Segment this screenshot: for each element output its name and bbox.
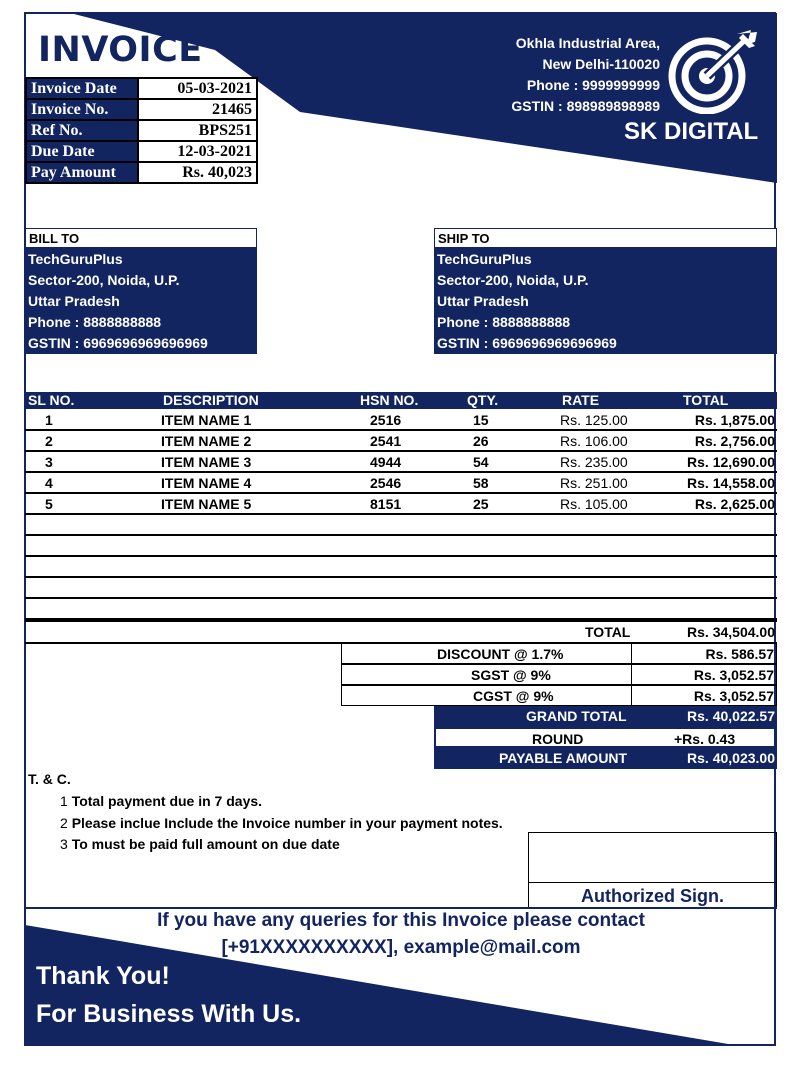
bill-to-gstin: GSTIN : 6969696969696969 [28, 335, 208, 351]
meta-label: Due Date [26, 141, 138, 162]
terms-line [60, 815, 503, 831]
cell-desc: ITEM NAME 4 [161, 475, 252, 491]
target-arrow-icon [665, 30, 761, 114]
terms-line [60, 793, 262, 809]
cell-total: Rs. 14,558.00 [687, 475, 775, 491]
cell-sl: 4 [45, 475, 53, 491]
ship-to-phone: Phone : 8888888888 [437, 314, 571, 330]
cell-qty: 58 [473, 475, 489, 491]
empty-row [25, 536, 777, 557]
col-description: DESCRIPTION [163, 392, 259, 408]
invoice-title: INVOICE [38, 30, 203, 70]
empty-row [25, 515, 777, 536]
col-total: TOTAL [683, 392, 729, 408]
round-label: ROUND [532, 731, 584, 747]
meta-row [26, 78, 257, 99]
meta-value: BPS251 [138, 120, 257, 141]
sgst-row [341, 664, 777, 685]
meta-row [26, 120, 257, 141]
cell-rate: Rs. 106.00 [560, 433, 628, 449]
table-row [25, 452, 777, 473]
cell-divider [631, 686, 632, 706]
bill-to-address: Sector-200, Noida, U.P. [28, 272, 180, 288]
discount-value: Rs. 586.57 [705, 646, 774, 662]
bill-to-state: Uttar Pradesh [28, 293, 120, 309]
col-rate: RATE [562, 392, 600, 408]
cell-desc: ITEM NAME 3 [161, 454, 252, 470]
grand-total-row [434, 706, 777, 727]
meta-row [26, 99, 257, 120]
terms-num: 2 [60, 815, 68, 831]
cell-divider [631, 644, 632, 664]
cell-sl: 2 [45, 433, 53, 449]
cell-qty: 54 [473, 454, 489, 470]
cell-rate: Rs. 235.00 [560, 454, 628, 470]
cgst-row [341, 685, 777, 706]
cell-total: Rs. 12,690.00 [687, 454, 775, 470]
cell-qty: 25 [473, 496, 489, 512]
discount-row [341, 643, 777, 664]
terms-num: 1 [60, 793, 68, 809]
table-row [25, 410, 777, 431]
payable-label: PAYABLE AMOUNT [499, 750, 628, 766]
cell-sl: 1 [45, 412, 53, 428]
total-label: TOTAL [585, 624, 631, 640]
total-value: Rs. 34,504.00 [687, 624, 775, 640]
ship-to-state: Uttar Pradesh [437, 293, 529, 309]
bill-to-name: TechGuruPlus [28, 251, 123, 267]
meta-row [26, 162, 257, 183]
cell-hsn: 4944 [370, 454, 402, 470]
brand-name: SK DIGITAL [624, 118, 759, 145]
table-row [25, 494, 777, 515]
cell-rate: Rs. 105.00 [560, 496, 628, 512]
cell-total: Rs. 1,875.00 [694, 412, 775, 428]
cell-sl: 5 [45, 496, 53, 512]
company-address-line: Okhla Industrial Area, [515, 35, 660, 51]
meta-value: Rs. 40,023 [138, 162, 257, 183]
cell-hsn: 2516 [370, 412, 402, 428]
cell-desc: ITEM NAME 1 [161, 412, 252, 428]
company-address [511, 33, 660, 117]
company-gstin: GSTIN : 898989898989 [511, 98, 660, 114]
authorized-sign-label: Authorized Sign. [528, 882, 777, 908]
terms-title: T. & C. [28, 771, 71, 787]
cell-sl: 3 [45, 454, 53, 470]
footer-divider [25, 907, 777, 909]
ship-to-name: TechGuruPlus [437, 251, 532, 267]
discount-label: DISCOUNT @ 1.7% [437, 646, 564, 662]
cell-hsn: 8151 [370, 496, 402, 512]
terms-text: Please inclue Include the Invoice number in your payment notes. [71, 815, 503, 831]
col-hsn: HSN NO. [360, 392, 419, 408]
terms-line [60, 836, 340, 852]
meta-label: Ref No. [26, 120, 138, 141]
payable-row [434, 748, 777, 769]
query-text: If you have any queries for this Invoice please contact [157, 910, 645, 931]
empty-row [25, 599, 777, 620]
cell-rate: Rs. 125.00 [560, 412, 628, 428]
meta-label: Invoice No. [26, 99, 138, 120]
meta-label: Pay Amount [26, 162, 138, 183]
ship-to-heading: SHIP TO [434, 228, 777, 248]
empty-row [25, 557, 777, 578]
meta-value: 05-03-2021 [138, 78, 257, 99]
cgst-value: Rs. 3,052.57 [693, 688, 774, 704]
ship-to-gstin: GSTIN : 6969696969696969 [437, 335, 617, 351]
payable-value: Rs. 40,023.00 [687, 750, 775, 766]
cell-divider [631, 665, 632, 685]
ship-to-address: Sector-200, Noida, U.P. [437, 272, 589, 288]
round-row [434, 727, 777, 748]
empty-row [25, 578, 777, 599]
cell-total: Rs. 2,625.00 [694, 496, 775, 512]
table-row [25, 473, 777, 494]
cell-desc: ITEM NAME 5 [161, 496, 252, 512]
items-table-header [25, 392, 777, 409]
terms-text: To must be paid full amount on due date [71, 836, 340, 852]
cell-hsn: 2546 [370, 475, 402, 491]
sgst-value: Rs. 3,052.57 [693, 667, 774, 683]
meta-label: Invoice Date [26, 78, 138, 99]
company-address-line: New Delhi-110020 [542, 56, 660, 72]
contact-info[interactable]: [+91XXXXXXXXXX], example@mail.com [221, 937, 581, 958]
col-sl-no: SL NO. [28, 392, 75, 408]
meta-value: 12-03-2021 [138, 141, 257, 162]
cell-qty: 15 [473, 412, 489, 428]
bill-to-phone: Phone : 8888888888 [28, 314, 162, 330]
ship-to-box [434, 248, 777, 354]
bill-to-heading: BILL TO [25, 228, 257, 248]
cell-qty: 26 [473, 433, 489, 449]
cell-total: Rs. 2,756.00 [694, 433, 775, 449]
bill-to-box [25, 248, 257, 354]
terms-num: 3 [60, 836, 68, 852]
grand-total-label: GRAND TOTAL [526, 708, 627, 724]
grand-total-value: Rs. 40,022.57 [687, 708, 775, 724]
thank-you-text: Thank You! [36, 962, 170, 990]
cell-rate: Rs. 251.00 [560, 475, 628, 491]
cgst-label: CGST @ 9% [473, 688, 554, 704]
table-row [25, 431, 777, 452]
invoice-meta-table [25, 77, 258, 184]
cell-desc: ITEM NAME 2 [161, 433, 252, 449]
meta-value: 21465 [138, 99, 257, 120]
business-text: For Business With Us. [36, 1000, 302, 1028]
col-qty: QTY. [467, 392, 499, 408]
terms-text: Total payment due in 7 days. [71, 793, 263, 809]
sgst-label: SGST @ 9% [471, 667, 551, 683]
total-row [25, 622, 777, 643]
cell-hsn: 2541 [370, 433, 402, 449]
company-phone: Phone : 9999999999 [526, 77, 660, 93]
meta-row [26, 141, 257, 162]
round-value: +Rs. 0.43 [674, 731, 736, 747]
